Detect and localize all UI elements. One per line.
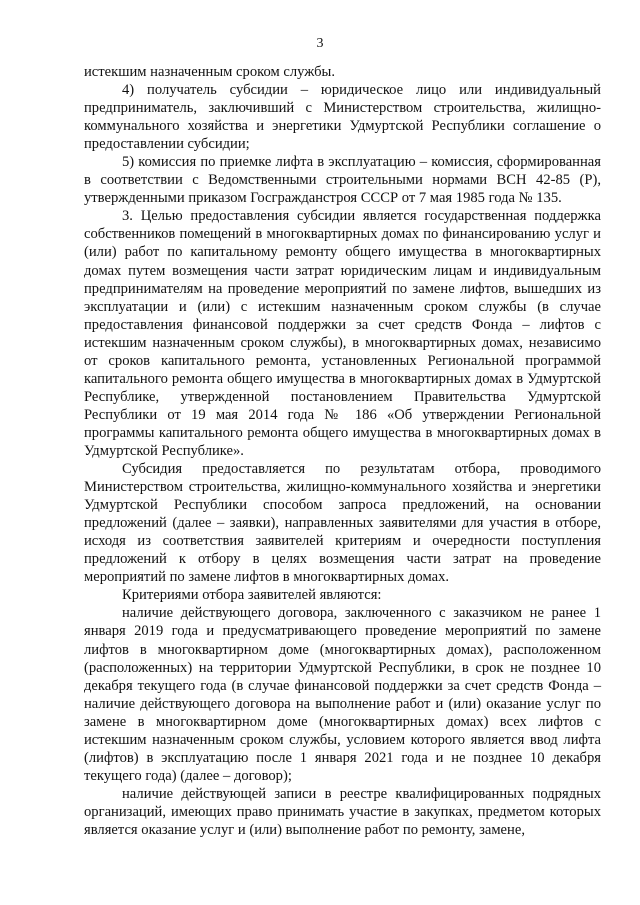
paragraph-selection-procedure: Субсидия предоставляется по результатам отбора, проводимого Министерством строительства, жилищно-коммунального хозяйства и энергетики Удмуртской Республики способом запроса предложений, на основании предложений (далее – заявки), направленных заявителями для участия в отборе, исходя из соответствия заявителей критериям и очередности поступления предложений к отбору в целях возмещения части затрат на проведение мероприятий по замене лифтов в многоквартирных домах.	[84, 461, 601, 586]
paragraph-criteria-heading: Критериями отбора заявителей являются:	[122, 587, 382, 604]
clause-3-purpose: 3. Целью предоставления субсидии является государственная поддержка собственников помещений в многоквартирных домах по финансированию услуг и (или) работ по капитальному ремонту общего имущества в многоквартирных домах путем возмещения части затрат юридическим лицам и индивидуальным предпринимателям на проведение мероприятий по замене лифтов, вышедших из эксплуатации и (или) с истекшим назначенным сроком службы (в случае предоставления финансовой поддержки за счет средств Фонда – лифтов с истекшим назначенным сроком службы), в многоквартирных домах, независимо от сроков капитального ремонта, установленных Региональной программой капитального ремонта общего имущества в многоквартирных домах в Удмуртской Республике, утвержденной постановлением Правительства Удмуртской Республики от 19 мая 2014 года № 186 «Об утверждении Региональной программы капитального ремонта общего имущества в многоквартирных домах в Удмуртской Республике».	[84, 208, 601, 459]
page-number: 3	[316, 36, 324, 51]
definition-item-5: 5) комиссия по приемке лифта в эксплуатацию – комиссия, сформированная в соответствии с Ведомственными строительными нормами ВСН 42-85 (Р), утвержденными приказом Госгражданстроя СССР от 7 мая 1985 года № 135.	[84, 154, 601, 207]
criterion-registry: наличие действующей записи в реестре квалифицированных подрядных организаций, имеющих право принимать участие в закупках, предметом которых является оказание услуг и (или) выполнение работ по ремонту, замене,	[84, 785, 601, 838]
criterion-contract: наличие действующего договора, заключенного с заказчиком не ранее 1 января 2019 года и предусматривающего проведение мероприятий по замене лифтов в многоквартирном доме (многоквартирных домах), расположенном (расположенных) на территории Удмуртской Республики, в срок не позднее 10 декабря текущего года (в случае финансовой поддержки за счет средств Фонда – наличие действующего договора на выполнение работ и (или) оказание услуг по замене в многоквартирном доме (многоквартирных домах) всех лифтов с истекшим назначенным сроком службы, условием которого является ввод лифта (лифтов) в эксплуатацию после 1 января 2021 года и не позднее 10 декабря текущего года) (далее – договор);	[84, 605, 601, 784]
document-body	[84, 63, 601, 839]
definition-item-4: 4) получатель субсидии – юридическое лицо или индивидуальный предприниматель, заключивший с Министерством строительства, жилищно-коммунального хозяйства и энергетики Удмуртской Республики соглашение о предоставлении субсидии;	[84, 82, 601, 153]
paragraph-continuation: истекшим назначенным сроком службы.	[84, 64, 336, 80]
